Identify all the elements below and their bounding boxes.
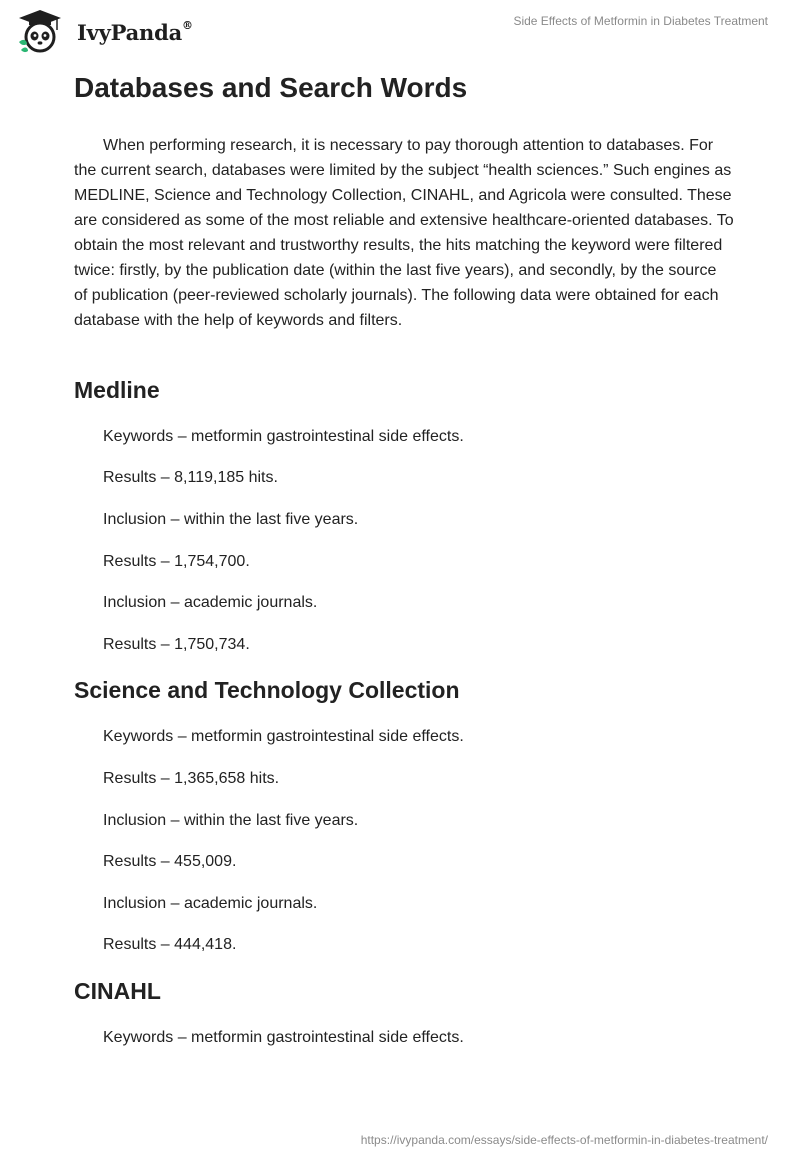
list-item: Results – 1,365,658 hits. [103,770,280,787]
list-item: Results – 8,119,185 hits. [103,469,278,486]
brand-name: IvyPanda® [77,19,193,45]
list-item: Keywords – metformin gastrointestinal side effects. [103,1029,464,1046]
list-item: Keywords – metformin gastrointestinal side effects. [103,728,464,745]
list-item: Inclusion – within the last five years. [103,812,359,829]
list-item: Results – 1,754,700. [103,553,250,570]
footer-url[interactable]: https://ivypanda.com/essays/side-effects-of-metformin-in-diabetes-treatment/ [360,1133,768,1147]
list-item: Inclusion – academic journals. [103,594,318,611]
document-title-header: Side Effects of Metformin in Diabetes Treatment [513,14,768,28]
panda-logo-icon [15,8,65,56]
list-item: Results – 455,009. [103,853,237,870]
section-heading-cinahl: CINAHL [74,978,161,1004]
section-heading-medline: Medline [74,377,160,403]
ivypanda-logo[interactable] [15,8,195,58]
list-item: Inclusion – academic journals. [103,895,318,912]
list-item: Results – 444,418. [103,936,237,953]
page-title: Databases and Search Words [74,72,468,103]
list-item: Results – 1,750,734. [103,636,250,653]
section-heading-science-technology: Science and Technology Collection [74,677,460,703]
intro-paragraph: When performing research, it is necessary to pay thorough attention to databases. For the current search, databases were limited by the subject “health sciences.” Such engines as MEDLINE, Science and Technology Collection, CINAHL, and Agricola were consulted. These are considered as some of the most reliable and extensive healthcare-oriented databases. To obtain the most relevant and trustworthy results, the hits matching the keyword were filtered twice: firstly, by the publication date (within the last five years), and secondly, by the source of publication (peer-reviewed scholarly journals). The following data were obtained for each database with the help of keywords and filters. [74,137,734,329]
list-item: Keywords – metformin gastrointestinal side effects. [103,428,464,445]
list-item: Inclusion – within the last five years. [103,511,359,528]
